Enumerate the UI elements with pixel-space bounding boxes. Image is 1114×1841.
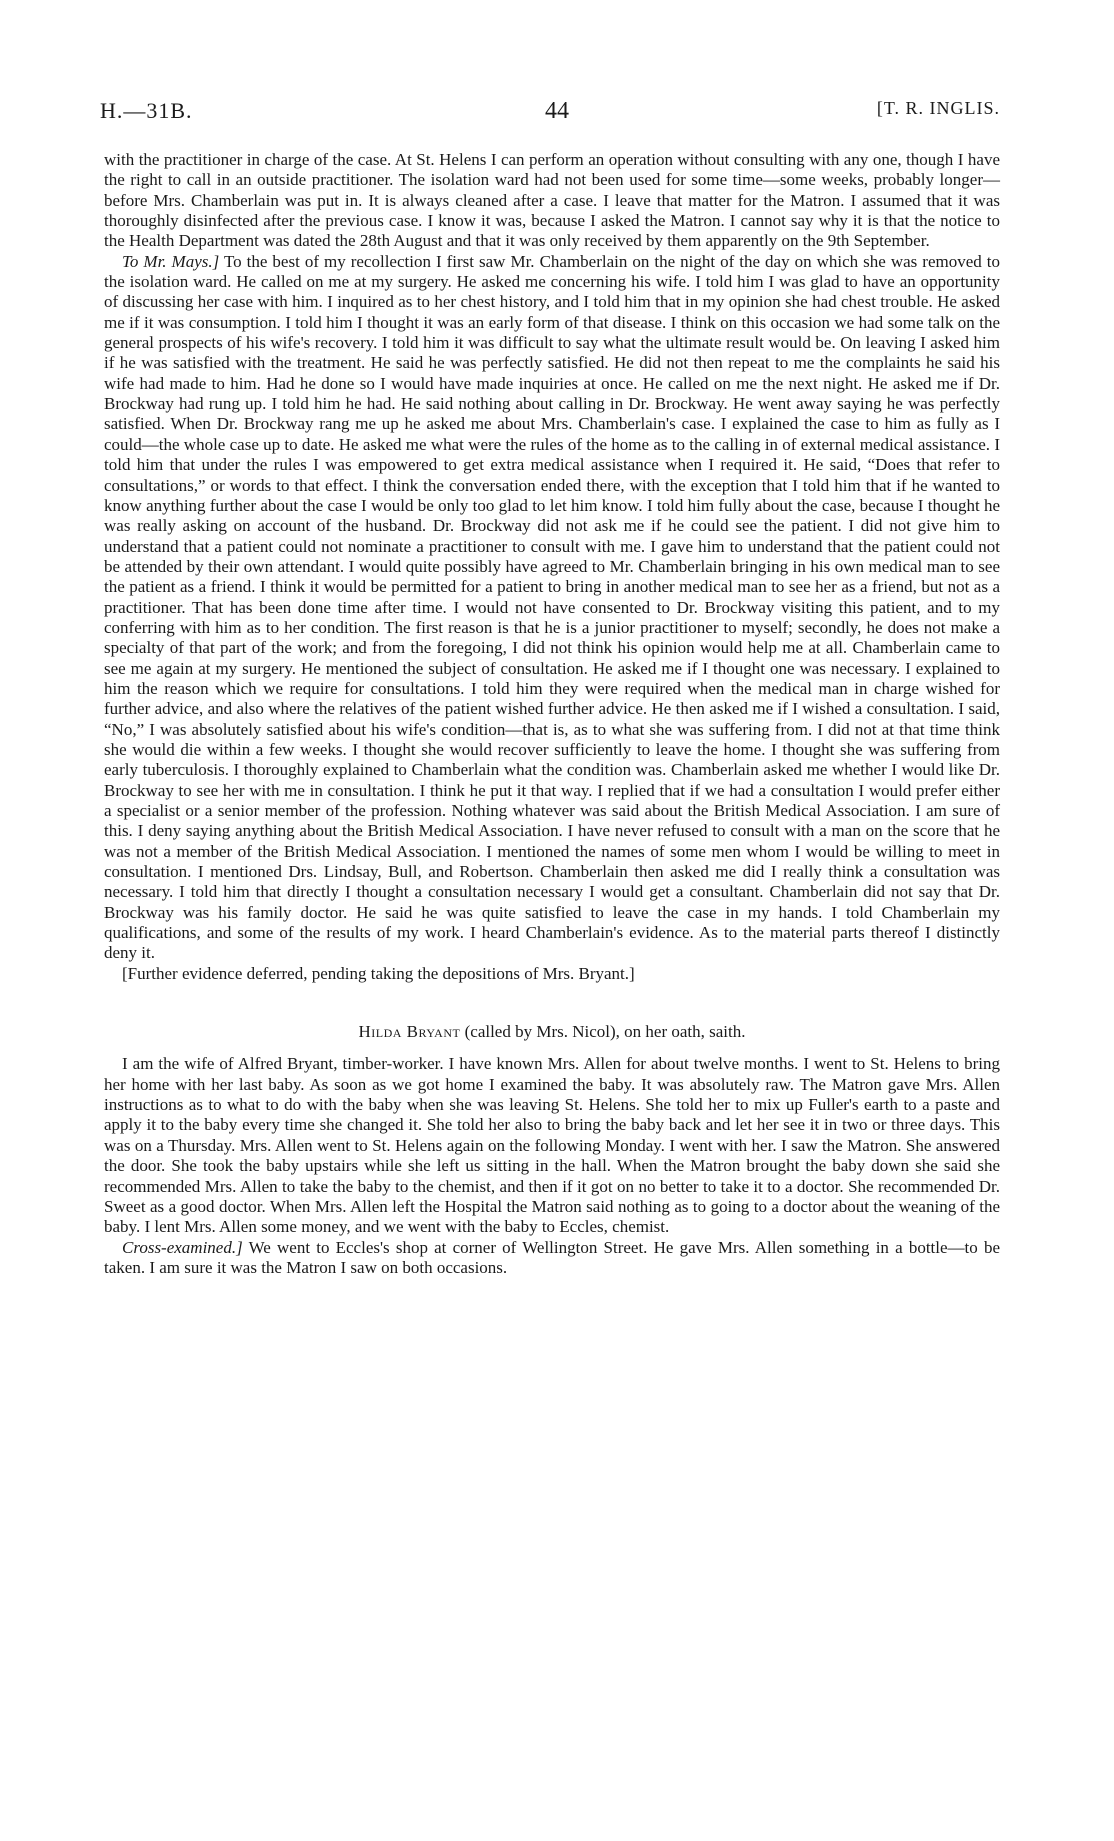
- page-header: [100, 98, 1000, 128]
- paragraph-bryant-evidence: [104, 1054, 1000, 1237]
- witness-name: [ T. R. INGLIS.: [877, 98, 1000, 119]
- deferral-note: [Further evidence deferred, pending taking the depositions of Mrs. Bryant.]: [122, 963, 635, 983]
- paragraph-to-mr-mays: [104, 252, 1000, 964]
- evidence-text: [104, 150, 1000, 1278]
- paragraph-continuation: [104, 150, 1000, 252]
- document-reference: H.—31B.: [100, 98, 193, 123]
- paragraph-text: I am the wife of Alfred Bryant, timber-worker. I have known Mrs. Allen for about twelve months. I went to St. Helens to bring her home with her last baby. As soon as we got home I examined the baby. It was absolutely raw. The Matron gave Mrs. Allen instructions as to what to do with the baby when she was leaving St. Helens. She told her to mix up Fuller's earth to a paste and apply it to the baby every time she changed it. She told her also to bring the baby back and let her see it in two or three days. This was on a Thursday. Mrs. Allen went to St. Helens again on the following Monday. I went with her. I saw the Matron. She answered the door. She took the baby upstairs while she left us sitting in the hall. When the Matron brought the baby down she said she recommended Mrs. Allen to take the baby to the chemist, and then if it got on no better to take it to a doctor. She recommended Dr. Sweet as a good doctor. When Mrs. Allen left the Hospital the Matron said nothing as to going to a doctor about the weaning of the baby. I lent Mrs. Allen some money, and we went with the baby to Eccles, chemist.: [104, 1054, 1000, 1237]
- paragraph-text: To the best of my recollection I first saw Mr. Chamberlain on the night of the day on which she was removed to the isolation ward. He called on me at my surgery. He asked me concerning his wife. I told him I was glad to have an opportunity of discussing her case with him. I inquired as to her chest history, and I told him that in my opinion she had chest trouble. He asked me if it was consumption. I told him I thought it was an early form of that disease. I think on this occasion we had some talk on the general prospects of his wife's recovery. I told him it was difficult to say what the ultimate result would be. On leaving I asked him if he was satisfied with the treatment. He said he was perfectly satisfied. He did not then repeat to me the complaints he said his wife had made to him. Had he done so I would have made inquiries at once. He called on me the next night. He asked me if Dr. Brockway had rung up. I told him he had. He said nothing about calling in Dr. Brockway. He went away saying he was perfectly satisfied. When Dr. Brockway rang me up he asked me about Mrs. Chamberlain's case. I explained the case to him as fully as I could—the whole case up to date. He asked me what were the rules of the home as to the calling in of external medical assistance. I told him that under the rules I was empowered to get extra medical assistance when I required it. He said, “Does that refer to consultations,” or words to that effect. I think the conversation ended there, with the exception that I told him that if he wanted to know anything further about the case I would be only too glad to let him know. I told him fully about the case, because I thought he was really asking on account of the husband. Dr. Brockway did not ask me if he could see the patient. I did not give him to understand that a patient could not nominate a practitioner to consult with me. I gave him to understand that the patient could not be attended by their own attendant. I would quite possibly have agreed to Mr. Chamberlain bringing in his own medical man to see the patient as a friend. I think it would be permitted for a patient to bring in another medical man to see her as a friend, but not as a practitioner. That has been done time after time. I would not have consented to Dr. Brockway visiting this patient, and to my conferring with him as to her condition. The first reason is that he is a junior practitioner to myself; secondly, he does not make a specialty of that part of the work; and from the foregoing, I did not think his opinion would help me at all. Chamberlain came to see me again at my surgery. He mentioned the subject of consultation. He asked me if I thought one was necessary. I explained to him the reason which we require for consultations. I told him they were required when the medical man in charge wished for further advice, and also where the relatives of the patient wished further advice. He then asked me if I wished a consultation. I said, “No,” I was absolutely satisfied about his wife's condition—that is, as to what she was suffering from. I did not at that time think she would die within a few weeks. I thought she would recover sufficiently to leave the home. I thought she was suffering from early tuberculosis. I thoroughly explained to Chamberlain what the condition was. Chamberlain asked me whether I would like Dr. Brockway to see her with me in consultation. I think he put it that way. I replied that if we had a consultation I would prefer either a specialist or a senior member of the profession. Nothing whatever was said about the British Medical Association. I am sure of this. I deny saying anything about the British Medical Association. I have never refused to consult with a man on the score that he was not a member of the British Medical Association. I mentioned the names of some men whom I would be willing to meet in consultation. I mentioned Drs. Lindsay, Bull, and Robertson. Chamberlain then asked me did I really think a consultation was necessary. I told him that directly I thought a consultation necessary I would get a consultant. Chamberlain did not say that Dr. Brockway was his family doctor. He said he was quite satisfied to leave the case in my hands. I told Chamberlain my qualifications, and some of the results of my work. I heard Chamberlain's evidence. As to the material parts thereof I distinctly deny it.: [104, 251, 1000, 963]
- page-number: 44: [545, 98, 569, 124]
- paragraph-lead: Cross-examined.]: [122, 1237, 243, 1257]
- paragraph-cross-examined: [104, 1238, 1000, 1279]
- paragraph-text: with the practitioner in charge of the case. At St. Helens I can perform an operation without consulting with any one, though I have the right to call in an outside practitioner. The isolation ward had not been used for some time—some weeks, probably longer—before Mrs. Chamberlain was put in. It is always cleaned after a case. I leave that matter for the Matron. I assumed that it was thoroughly disinfected after the previous case. I know it was, because I asked the Matron. I cannot say why it is that the notice to the Health Department was dated the 28th August and that it was only received by them apparently on the 9th September.: [104, 150, 1000, 251]
- paragraph-lead: To Mr. Mays.]: [122, 251, 220, 271]
- witness-heading-rest: (called by Mrs. Nicol), on her oath, saith.: [460, 1022, 746, 1042]
- paragraph-text: We went to Eccles's shop at corner of Wellington Street. He gave Mrs. Allen something in a bottle—to be taken. I am sure it was the Matron I saw on both occasions.: [104, 1237, 1000, 1277]
- witness-heading-name: Hilda Bryant: [358, 1022, 461, 1042]
- witness-heading: [104, 1022, 1000, 1042]
